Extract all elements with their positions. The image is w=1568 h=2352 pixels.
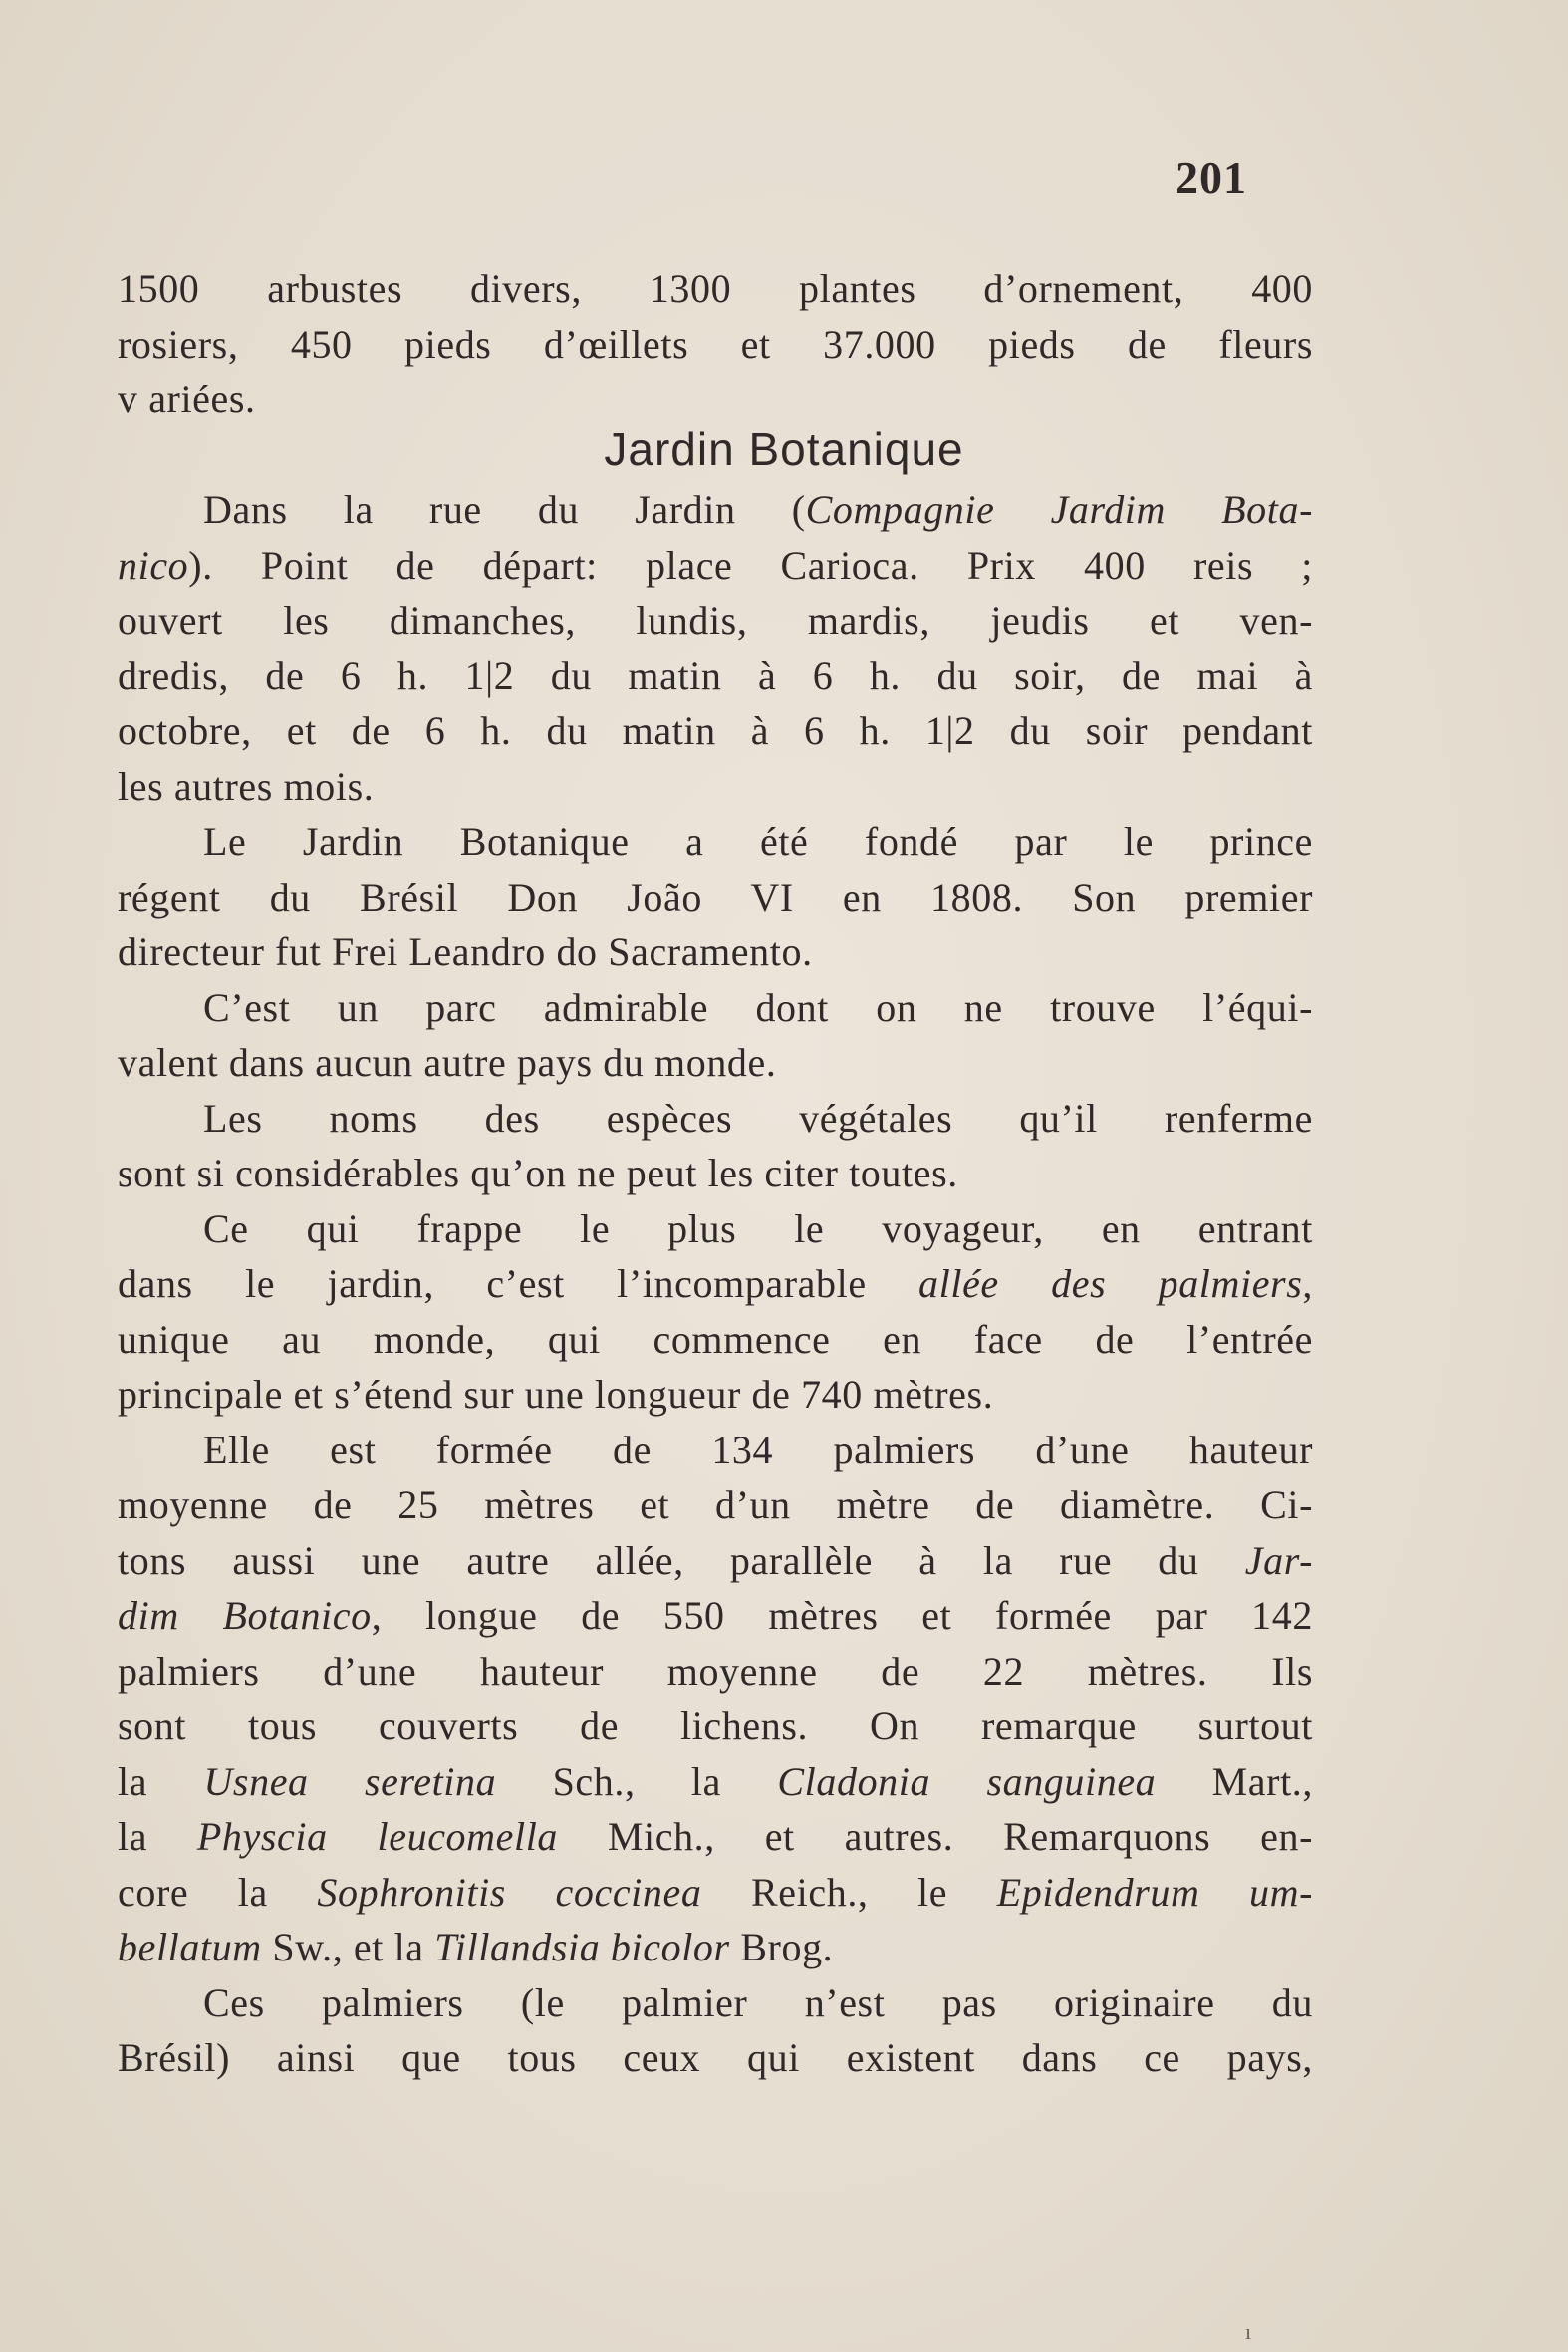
text-line: Ces palmiers (le palmier n’est pas originaire du xyxy=(203,1979,1313,2025)
text-run: Reich., le xyxy=(701,1869,997,1915)
text-line: octobre, et de 6 h. du matin à 6 h. 1|2 du soir pendant xyxy=(118,708,1313,753)
text-line: rosiers, 450 pieds d’œillets et 37.000 pieds de fleurs xyxy=(118,321,1313,367)
text-line xyxy=(118,538,1313,594)
italic-run: Cladonia sanguinea xyxy=(777,1758,1157,1804)
text-line: Elle est formée de 134 palmiers d’une hauteur xyxy=(203,1427,1313,1472)
text-line xyxy=(118,1533,1313,1589)
text-line: Les noms des espèces végétales qu’il renferme xyxy=(203,1095,1313,1141)
text-line: régent du Brésil Don João VI en 1808. Son premier xyxy=(118,874,1313,919)
footer-mark: ı xyxy=(1245,2319,1252,2344)
text-line xyxy=(118,482,1313,538)
text-line: 1500 arbustes divers, 1300 plantes d’ornement, 400 xyxy=(118,266,1313,311)
text-line xyxy=(118,1256,1313,1312)
italic-run: allée des palmiers xyxy=(918,1261,1303,1306)
text-run: , longue de 550 mètres et formée par 142 xyxy=(371,1593,1313,1638)
text-line: Le Jardin Botanique a été fondé par le prince xyxy=(203,819,1313,864)
text-line xyxy=(118,1865,1313,1921)
text-run: Sch., la xyxy=(496,1758,778,1804)
text-line: moyenne de 25 mètres et d’un mètre de diamètre. Ci- xyxy=(118,1482,1313,1527)
italic-run: dim Botanico xyxy=(118,1593,372,1638)
text-run: Mich., et autres. Remarquons en- xyxy=(558,1814,1313,1859)
text-run: la xyxy=(118,1758,204,1804)
italic-run: Tillandsia bicolor xyxy=(434,1925,730,1969)
text-line: unique au monde, qui commence en face de l’entrée xyxy=(118,1316,1313,1362)
page-number: 201 xyxy=(1176,152,1247,203)
text-line xyxy=(118,1809,1313,1865)
text-line: sont tous couverts de lichens. On remarque surtout xyxy=(118,1703,1313,1748)
text-line xyxy=(118,1920,1313,1975)
text-run: Brog. xyxy=(729,1925,834,1969)
text-line: les autres mois. xyxy=(118,763,375,809)
text-line: C’est un parc admirable dont on ne trouve l’équi- xyxy=(203,984,1313,1030)
text-line: Brésil) ainsi que tous ceux qui existent dans ce pays, xyxy=(118,2035,1313,2080)
italic-run: Usnea seretina xyxy=(203,1758,497,1804)
text-line: sont si considérables qu’on ne peut les citer toutes. xyxy=(118,1151,958,1195)
body-text xyxy=(118,261,1313,2086)
italic-run: Jar- xyxy=(1244,1537,1313,1583)
text-run: la xyxy=(118,1814,197,1859)
text-line: palmiers d’une hauteur moyenne de 22 mètres. Ils xyxy=(118,1648,1313,1694)
italic-run: bellatum xyxy=(118,1925,262,1969)
text-run: Sw., et la xyxy=(261,1925,435,1969)
section-heading: Jardin Botanique xyxy=(604,423,964,475)
text-line: dredis, de 6 h. 1|2 du matin à 6 h. du soir, de mai à xyxy=(118,653,1313,698)
italic-run: Epidendrum um- xyxy=(996,1869,1313,1915)
text-run: Dans la rue du Jardin ( xyxy=(203,487,806,532)
italic-run: Compagnie Jardim Bota- xyxy=(805,487,1313,532)
text-line: principale et s’étend sur une longueur de 740 mètres. xyxy=(118,1372,994,1417)
text-run: , xyxy=(1302,1261,1314,1306)
text-run: Mart., xyxy=(1156,1758,1313,1804)
text-run: ). Point de départ: place Carioca. Prix 400 reis ; xyxy=(188,542,1313,588)
text-line: directeur fut Frei Leandro do Sacramento. xyxy=(118,929,813,974)
text-line: v ariées. xyxy=(118,377,256,421)
text-line: Ce qui frappe le plus le voyageur, en entrant xyxy=(203,1205,1313,1251)
italic-run: nico xyxy=(118,542,189,588)
italic-run: Sophronitis coccinea xyxy=(317,1869,702,1915)
italic-run: Physcia leucomella xyxy=(196,1814,559,1859)
text-run: dans le jardin, c’est l’incomparable xyxy=(118,1261,919,1306)
text-line: valent dans aucun autre pays du monde. xyxy=(118,1040,777,1085)
text-line: ouvert les dimanches, lundis, mardis, jeudis et ven- xyxy=(118,598,1313,643)
text-run: tons aussi une autre allée, parallèle à la rue du xyxy=(118,1537,1245,1583)
text-run: core la xyxy=(118,1869,318,1915)
text-line xyxy=(118,1588,1313,1644)
text-line xyxy=(118,1754,1313,1810)
heading-spacer xyxy=(118,427,1313,483)
